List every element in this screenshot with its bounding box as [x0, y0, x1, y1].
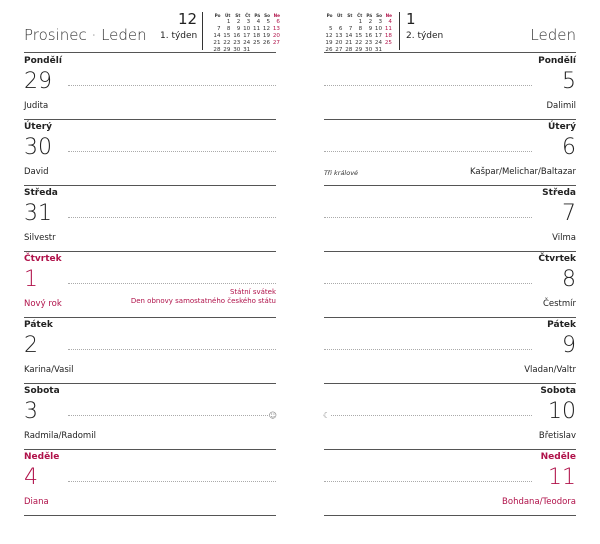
day-number: 7 — [562, 201, 576, 226]
week-number: 1 — [406, 10, 416, 28]
name-day: Judita — [24, 101, 49, 111]
mini-date: 28 — [345, 47, 353, 53]
moon-phase-icon: ☾ — [323, 411, 331, 420]
day-number: 31 — [24, 201, 52, 226]
mini-date: 15 — [223, 33, 231, 39]
name-day: Kašpar/Melichar/Baltazar — [469, 167, 576, 177]
name-day: Čestmír — [542, 299, 576, 309]
notes-line — [68, 217, 276, 218]
holiday-title: Státní svátek — [229, 288, 276, 296]
notes-line — [324, 415, 532, 416]
day-number: 8 — [562, 267, 576, 292]
mini-date: 23 — [233, 40, 241, 46]
left-header — [24, 0, 280, 53]
mini-date: 19 — [262, 33, 271, 39]
notes-line — [324, 151, 532, 152]
mini-date: 7 — [348, 26, 353, 32]
moon-phase-icon: ☺ — [268, 411, 277, 420]
mini-date: 21 — [213, 40, 221, 46]
mini-date: 8 — [358, 26, 363, 32]
mini-date: 3 — [378, 19, 383, 25]
mini-date: 2 — [236, 19, 241, 25]
day-name: Úterý — [24, 122, 53, 132]
mini-date: 8 — [226, 26, 231, 32]
day-number: 4 — [24, 465, 38, 490]
name-day: Vilma — [552, 233, 576, 243]
mini-weekday: Pá — [254, 13, 261, 18]
day-number: 10 — [548, 399, 576, 424]
mini-date — [212, 19, 222, 26]
day-block — [324, 53, 576, 120]
day-number: 1 — [24, 267, 38, 292]
mini-week-row — [212, 40, 281, 47]
mini-date: 9 — [368, 26, 373, 32]
event-note: Tři králové — [324, 169, 359, 177]
mini-date: 18 — [253, 33, 261, 39]
mini-date: 16 — [365, 33, 373, 39]
mini-date: 27 — [272, 40, 280, 46]
day-block — [324, 317, 576, 384]
day-name: Pátek — [24, 320, 53, 330]
mini-weekday: Po — [326, 13, 333, 18]
day-block — [24, 317, 276, 384]
day-name: Středa — [24, 188, 58, 198]
mini-date: 14 — [213, 33, 221, 39]
mini-date: 6 — [338, 26, 343, 32]
mini-date: 15 — [355, 33, 363, 39]
mini-date: 29 — [223, 47, 231, 53]
day-name: Sobota — [24, 386, 60, 396]
mini-date — [324, 19, 334, 26]
mini-week-row — [212, 26, 281, 33]
header-divider — [399, 12, 400, 50]
mini-date: 4 — [388, 19, 392, 25]
name-day: Diana — [24, 497, 49, 507]
mini-weekday: Ne — [273, 13, 280, 18]
mini-date: 10 — [243, 26, 251, 32]
name-day: Vladan/Valtr — [524, 365, 576, 375]
name-day: Nový rok — [24, 299, 62, 309]
mini-date: 18 — [384, 33, 392, 39]
mini-calendar — [324, 12, 393, 54]
day-block — [24, 185, 276, 252]
day-name: Neděle — [540, 452, 576, 462]
mini-date: 1 — [358, 19, 363, 25]
mini-date: 26 — [262, 40, 271, 46]
mini-date: 13 — [335, 33, 343, 39]
mini-date: 31 — [374, 47, 383, 53]
mini-date: 3 — [246, 19, 251, 25]
day-block — [24, 119, 276, 186]
day-block — [324, 383, 576, 450]
name-day: Karina/Vasil — [24, 365, 74, 375]
name-day: David — [24, 167, 49, 177]
mini-date: 1 — [226, 19, 231, 25]
mini-date: 29 — [355, 47, 363, 53]
mini-date: 17 — [374, 33, 383, 39]
mini-date: 13 — [272, 26, 280, 32]
left-page — [24, 0, 280, 532]
mini-date: 20 — [272, 33, 280, 39]
mini-date: 9 — [236, 26, 241, 32]
mini-date: 5 — [266, 19, 271, 25]
mini-date: 4 — [256, 19, 261, 25]
mini-calendar — [212, 12, 281, 54]
day-name: Úterý — [547, 122, 576, 132]
mini-date: 10 — [374, 26, 383, 32]
mini-date: 20 — [335, 40, 343, 46]
day-name: Neděle — [24, 452, 60, 462]
mini-date: 19 — [325, 40, 333, 46]
mini-date: 11 — [253, 26, 261, 32]
mini-weekday: Út — [337, 13, 343, 18]
mini-date: 30 — [365, 47, 373, 53]
day-number: 11 — [548, 465, 576, 490]
day-number: 5 — [562, 69, 576, 94]
day-number: 2 — [24, 333, 38, 358]
notes-line — [324, 481, 532, 482]
mini-weekday: Ne — [385, 13, 392, 18]
day-block — [324, 449, 576, 516]
day-number: 9 — [562, 333, 576, 358]
day-name: Pondělí — [538, 56, 576, 66]
day-block — [24, 383, 276, 450]
mini-date: 24 — [374, 40, 383, 46]
mini-week-row — [324, 33, 393, 40]
day-block — [24, 251, 276, 318]
mini-weekday: St — [347, 13, 353, 18]
day-number: 30 — [24, 135, 52, 160]
right-header — [324, 0, 576, 53]
mini-weekday: St — [235, 13, 241, 18]
day-name: Sobota — [540, 386, 576, 396]
notes-line — [324, 283, 532, 284]
mini-weekday: Čt — [245, 13, 251, 18]
day-number: 3 — [24, 399, 38, 424]
day-name: Středa — [542, 188, 576, 198]
mini-date: 5 — [328, 26, 333, 32]
mini-week-row — [212, 33, 281, 40]
mini-date: 12 — [325, 33, 333, 39]
mini-date: 11 — [384, 26, 392, 32]
mini-date: 12 — [262, 26, 271, 32]
mini-date: 6 — [276, 19, 280, 25]
mini-date — [344, 19, 354, 26]
name-day: Břetislav — [538, 431, 576, 441]
notes-line — [68, 151, 276, 152]
mini-date: 7 — [216, 26, 221, 32]
day-name: Pátek — [547, 320, 576, 330]
day-block — [324, 119, 576, 186]
mini-date: 24 — [243, 40, 251, 46]
mini-header-row — [324, 12, 393, 19]
mini-date: 21 — [345, 40, 353, 46]
notes-line — [68, 283, 276, 284]
day-block — [324, 185, 576, 252]
day-name: Čtvrtek — [538, 254, 576, 264]
day-block — [324, 251, 576, 318]
mini-weekday: Pá — [366, 13, 373, 18]
notes-line — [68, 85, 276, 86]
day-name: Čtvrtek — [24, 254, 62, 264]
mini-date: 30 — [233, 47, 241, 53]
notes-line — [324, 217, 532, 218]
mini-week-row — [324, 40, 393, 47]
week-number: 12 — [178, 10, 198, 28]
mini-date: 14 — [345, 33, 353, 39]
mini-date: 25 — [384, 40, 392, 46]
day-number: 6 — [562, 135, 576, 160]
mini-weekday: Po — [214, 13, 221, 18]
day-name: Pondělí — [24, 56, 62, 66]
mini-date: 31 — [243, 47, 251, 53]
mini-date: 22 — [355, 40, 363, 46]
month-title: Prosinec · Leden — [24, 26, 147, 44]
mini-date: 27 — [335, 47, 343, 53]
day-number: 29 — [24, 69, 52, 94]
header-divider — [202, 12, 203, 50]
mini-date: 17 — [243, 33, 251, 39]
mini-date — [334, 19, 344, 26]
notes-line — [324, 85, 532, 86]
name-day: Radmila/Radomil — [24, 431, 96, 441]
week-label: 1. týden — [160, 31, 198, 41]
mini-week-row — [324, 26, 393, 33]
name-day: Bohdana/Teodora — [502, 497, 576, 507]
mini-weekday: So — [376, 13, 383, 18]
mini-date: 23 — [365, 40, 373, 46]
mini-date: 2 — [368, 19, 373, 25]
mini-date: 22 — [223, 40, 231, 46]
week-label: 2. týden — [406, 31, 444, 41]
day-block — [24, 53, 276, 120]
holiday-note — [131, 288, 276, 306]
mini-date: 26 — [325, 47, 333, 53]
notes-line — [324, 349, 532, 350]
right-page — [324, 0, 576, 532]
day-block — [24, 449, 276, 516]
notes-line — [68, 415, 276, 416]
mini-weekday: Čt — [357, 13, 363, 18]
notes-line — [68, 349, 276, 350]
month-title: Leden — [530, 26, 576, 44]
mini-header-row — [212, 12, 281, 19]
mini-date: 25 — [253, 40, 261, 46]
holiday-description: Den obnovy samostatného českého státu — [130, 297, 276, 305]
mini-date: 28 — [213, 47, 221, 53]
mini-weekday: So — [264, 13, 271, 18]
mini-week-row — [212, 19, 281, 26]
mini-week-row — [324, 19, 393, 26]
mini-weekday: Út — [225, 13, 231, 18]
name-day: Dalimil — [546, 101, 576, 111]
mini-date: 16 — [233, 33, 241, 39]
notes-line — [68, 481, 276, 482]
name-day: Silvestr — [24, 233, 56, 243]
